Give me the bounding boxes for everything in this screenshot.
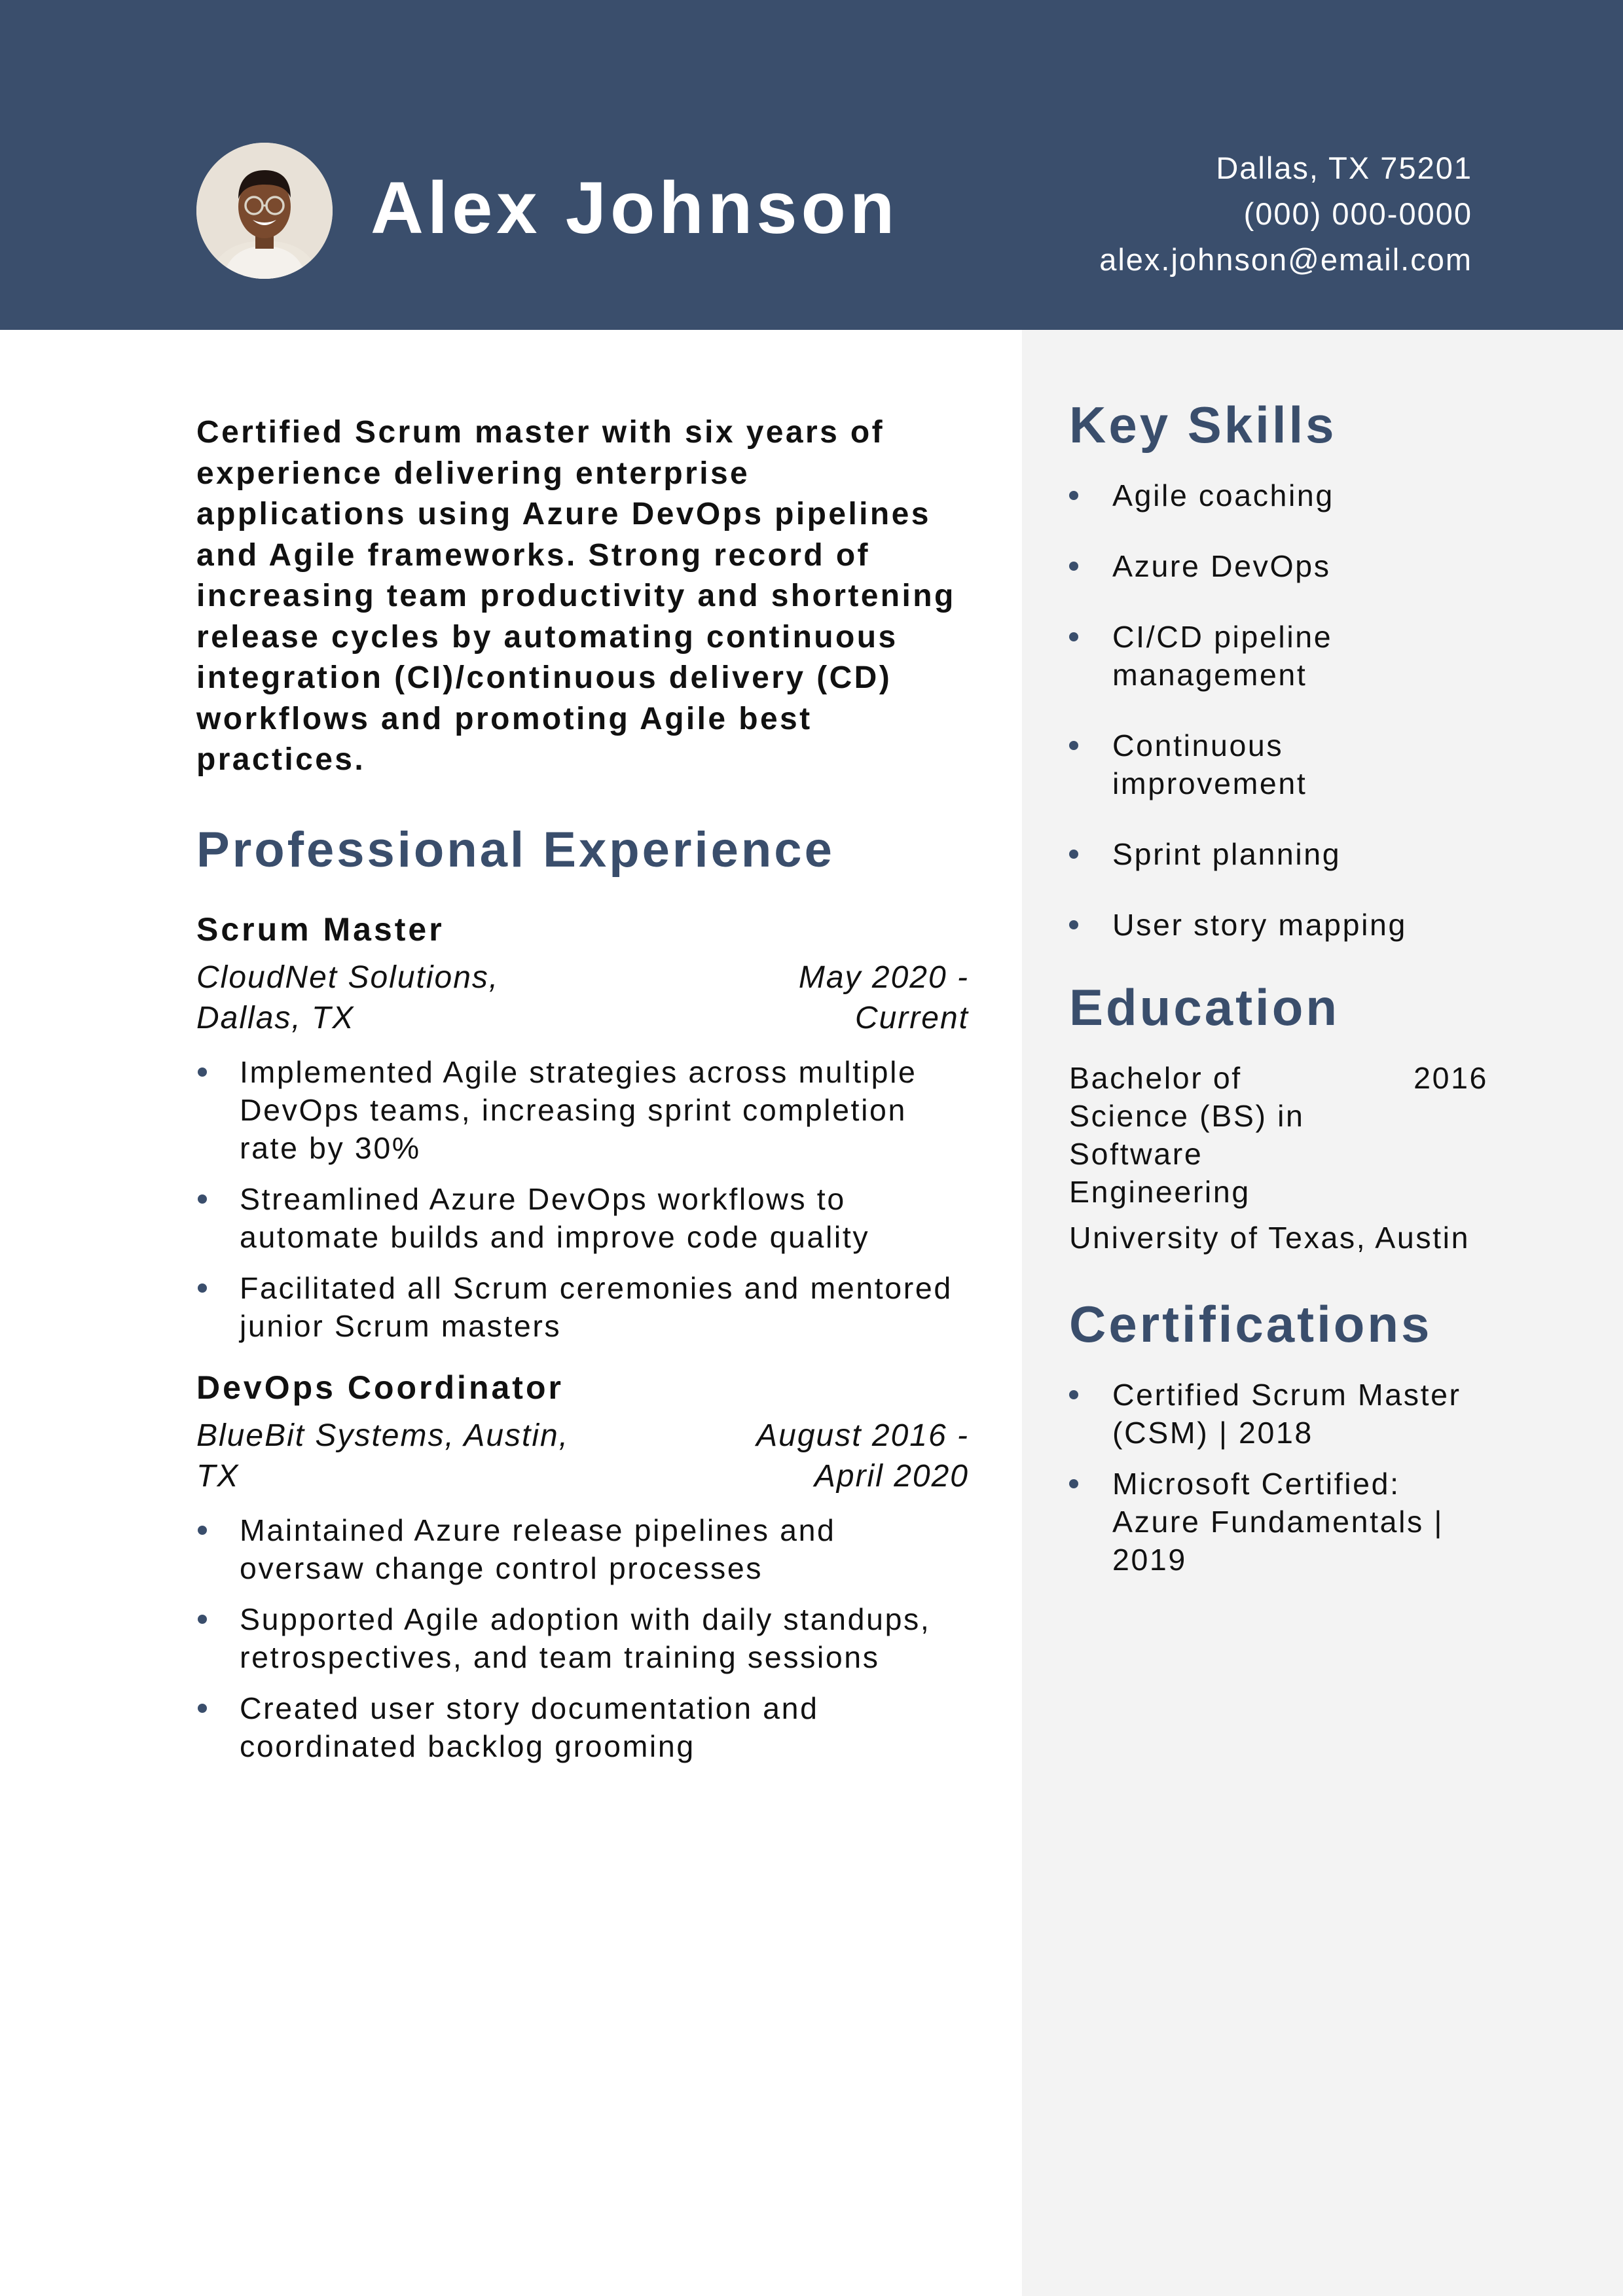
job-bullet-text: Created user story documentation and coordinated backlog grooming — [240, 1691, 819, 1763]
job-bullet-text: Maintained Azure release pipelines and oversaw change control processes — [240, 1513, 836, 1585]
bullet-icon — [198, 1704, 207, 1713]
certification-item — [1069, 1465, 1488, 1579]
certification-text: Microsoft Certified: Azure Fundamentals | 2019 — [1112, 1467, 1444, 1577]
education-school: University of Texas, Austin — [1069, 1221, 1470, 1255]
bullet-icon — [1069, 920, 1078, 929]
education-year: 2016 — [1413, 1061, 1488, 1095]
bullet-icon — [1069, 491, 1078, 500]
header-banner — [0, 0, 1623, 330]
candidate-name: Alex Johnson — [371, 167, 899, 249]
bullet-icon — [198, 1194, 207, 1204]
job-dates: May 2020 - Current — [798, 960, 969, 1035]
job-bullets — [196, 1053, 969, 1345]
certification-text: Certified Scrum Master (CSM) | 2018 — [1112, 1378, 1461, 1450]
contact-phone: (000) 000-0000 — [1243, 196, 1472, 231]
job-bullet — [196, 1180, 969, 1256]
skill-item — [1069, 618, 1488, 694]
education-degree: Bachelor of Science (BS) in Software Engineering — [1069, 1061, 1305, 1209]
skill-item — [1069, 726, 1488, 802]
skill-text: Agile coaching — [1112, 478, 1334, 512]
job-company: CloudNet Solutions, Dallas, TX — [196, 960, 500, 1035]
job-meta — [196, 958, 969, 1039]
education-heading: Education — [1069, 978, 1340, 1036]
job-bullet-text: Supported Agile adoption with daily standups, retrospectives, and team training sessions — [240, 1602, 931, 1674]
job-bullet — [196, 1600, 969, 1676]
job-bullet-text: Streamlined Azure DevOps workflows to automate builds and improve code quality — [240, 1181, 870, 1254]
bullet-icon — [1069, 850, 1078, 859]
profile-photo-icon — [196, 143, 333, 279]
skills-list — [1069, 476, 1488, 944]
job-entry — [196, 910, 969, 1345]
certification-item — [1069, 1376, 1488, 1452]
bullet-icon — [1069, 632, 1078, 641]
bullet-icon — [198, 1067, 207, 1077]
job-bullets — [196, 1511, 969, 1765]
bullet-icon — [1069, 562, 1078, 571]
job-bullet-text: Facilitated all Scrum ceremonies and mentored junior Scrum masters — [240, 1270, 953, 1343]
bullet-icon — [198, 1283, 207, 1293]
skill-text: Continuous improvement — [1112, 728, 1307, 800]
skill-text: CI/CD pipeline management — [1112, 620, 1333, 692]
job-bullet — [196, 1053, 969, 1167]
job-dates: August 2016 - April 2020 — [756, 1418, 969, 1494]
job-title: DevOps Coordinator — [196, 1369, 564, 1406]
bullet-icon — [1069, 741, 1078, 750]
job-bullet — [196, 1269, 969, 1345]
contact-location: Dallas, TX 75201 — [1216, 151, 1472, 185]
professional-summary: Certified Scrum master with six years of experience delivering enterprise applications using Azure DevOps pipelines and Agile frameworks. Strong record of increasing team productivity and shortening release cycles by automating continuous integration (CI)/continuous delivery (CD) workflows and promoting Agile best practices. — [196, 415, 956, 777]
skill-item — [1069, 547, 1488, 585]
certifications-list — [1069, 1376, 1488, 1579]
skill-item — [1069, 906, 1488, 944]
certifications-heading: Certifications — [1069, 1295, 1432, 1353]
job-company: BlueBit Systems, Austin, TX — [196, 1418, 570, 1494]
experience-heading: Professional Experience — [196, 821, 835, 878]
sidebar-column — [1069, 396, 1488, 1592]
contact-email[interactable]: alex.johnson@email.com — [1099, 242, 1472, 277]
bullet-icon — [198, 1615, 207, 1624]
bullet-icon — [198, 1526, 207, 1535]
job-entry — [196, 1371, 969, 1765]
job-bullet-text: Implemented Agile strategies across multiple DevOps teams, increasing sprint completion rate by 30% — [240, 1054, 917, 1165]
skill-item — [1069, 476, 1488, 514]
job-bullet — [196, 1689, 969, 1765]
skills-heading: Key Skills — [1069, 396, 1337, 454]
contact-block — [1099, 145, 1472, 283]
bullet-icon — [1069, 1390, 1078, 1399]
avatar — [196, 143, 333, 279]
main-column — [196, 412, 969, 1778]
skill-text: Azure DevOps — [1112, 549, 1331, 583]
job-title: Scrum Master — [196, 910, 445, 948]
skill-text: User story mapping — [1112, 908, 1407, 942]
job-bullet — [196, 1511, 969, 1587]
skill-text: Sprint planning — [1112, 837, 1341, 871]
job-meta — [196, 1416, 969, 1497]
skill-item — [1069, 835, 1488, 873]
education-entry — [1069, 1059, 1488, 1211]
bullet-icon — [1069, 1479, 1078, 1488]
